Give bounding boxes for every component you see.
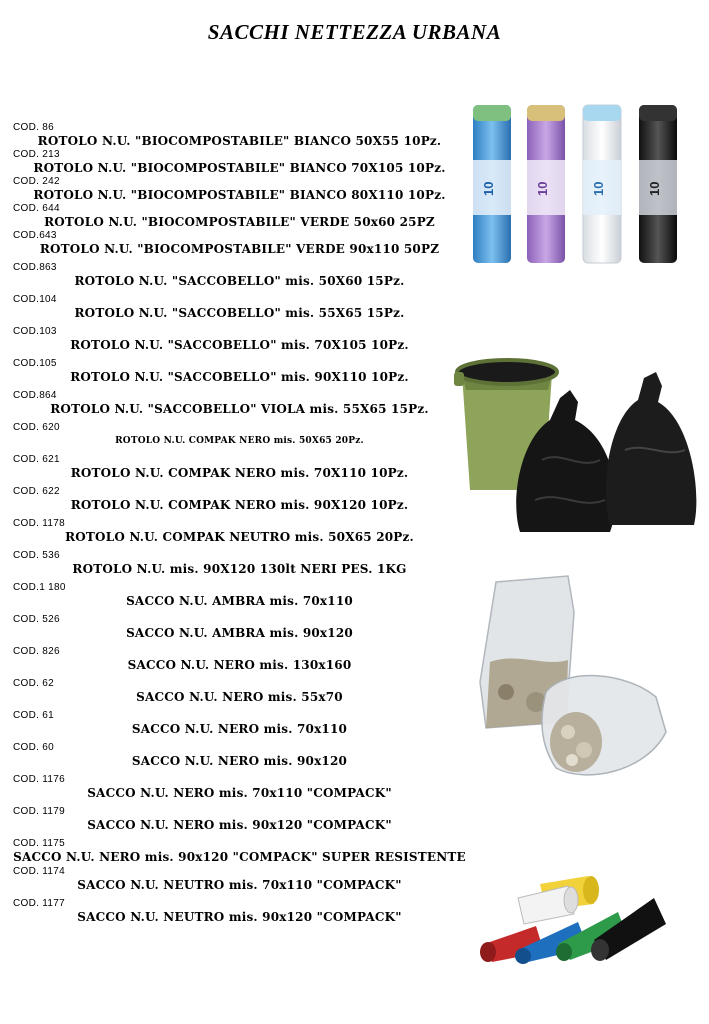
list-item	[12, 806, 467, 833]
list-item	[12, 422, 467, 449]
product-description: ROTOLO N.U. "SACCOBELLO" mis. 50X60 15Pz.	[74, 274, 405, 288]
list-item	[12, 646, 467, 673]
product-code: COD. 86	[13, 122, 55, 133]
list-item	[12, 838, 467, 866]
product-code: COD. 1174	[13, 866, 65, 877]
product-description: SACCO N.U. NERO mis. 55x70	[136, 690, 343, 704]
black-roll	[639, 105, 677, 263]
list-item	[12, 742, 467, 769]
product-code: COD. 620	[13, 422, 60, 433]
product-description: SACCO N.U. AMBRA mis. 70x110	[126, 594, 353, 608]
list-item	[12, 358, 467, 385]
roll-label: 10	[535, 181, 550, 196]
product-code: COD. 536	[13, 550, 60, 561]
product-description: ROTOLO N.U. "SACCOBELLO" mis. 70X105 10Pz.	[70, 338, 409, 352]
product-code: COD. 60	[13, 742, 55, 753]
product-list	[12, 122, 467, 925]
product-code: COD.103	[13, 326, 57, 337]
roll-label: 10	[591, 181, 606, 196]
product-code: COD. 1179	[13, 806, 65, 817]
list-item	[12, 582, 467, 609]
product-code: COD. 61	[13, 710, 55, 721]
list-item	[12, 898, 467, 925]
product-description: ROTOLO N.U. "SACCOBELLO" mis. 90X110 10Pz.	[70, 370, 409, 384]
list-item	[12, 550, 467, 577]
product-description: ROTOLO N.U. COMPAK NERO mis. 70X110 10Pz.	[70, 466, 409, 480]
product-description: SACCO N.U. NEUTRO mis. 90x120 "COMPACK"	[77, 910, 402, 924]
product-code: COD. 622	[13, 486, 60, 497]
product-code: COD. 1178	[13, 518, 65, 529]
product-code: COD. 242	[13, 176, 60, 187]
list-item	[12, 149, 467, 176]
product-code: COD. 644	[13, 203, 60, 214]
product-description: ROTOLO N.U. "SACCOBELLO" VIOLA mis. 55X65 15Pz.	[50, 402, 429, 416]
list-item	[12, 230, 467, 257]
clear-bag-front	[542, 676, 666, 775]
list-item	[12, 294, 467, 321]
product-code: COD. 826	[13, 646, 60, 657]
product-code: COD. 1176	[13, 774, 65, 785]
list-item	[12, 710, 467, 737]
product-description: ROTOLO N.U. COMPAK NERO mis. 50X65 20Pz.	[115, 436, 364, 446]
product-description: SACCO N.U. NERO mis. 130x160	[127, 658, 352, 672]
bin-and-black-bags-image	[450, 350, 704, 540]
transparent-bags-image	[476, 572, 672, 794]
product-code: COD. 213	[13, 149, 60, 160]
roll-label: 10	[647, 181, 662, 196]
list-item	[12, 262, 467, 289]
product-code: COD.864	[13, 390, 57, 401]
product-code: COD. 1175	[13, 838, 65, 849]
product-code: COD.1 180	[13, 582, 66, 593]
white-roll	[583, 105, 621, 263]
product-description: ROTOLO N.U. "SACCOBELLO" mis. 55X65 15Pz.	[74, 306, 405, 320]
roll-label: 10	[481, 181, 496, 196]
product-description: SACCO N.U. NERO mis. 90x120 "COMPACK" SUPER RESISTENTE	[13, 850, 466, 864]
list-item	[12, 203, 467, 230]
product-description: ROTOLO N.U. "BIOCOMPOSTABILE" BIANCO 70X105 10Pz.	[33, 161, 446, 175]
list-item	[12, 326, 467, 353]
product-code: COD. 526	[13, 614, 60, 625]
product-description: ROTOLO N.U. mis. 90X120 130lt NERI PES. 1KG	[72, 562, 407, 576]
colored-rolls-image	[478, 864, 670, 964]
product-description: ROTOLO N.U. "BIOCOMPOSTABILE" BIANCO 80X110 10Pz.	[33, 188, 446, 202]
product-code: COD.863	[13, 262, 57, 273]
product-code: COD.105	[13, 358, 57, 369]
list-item	[12, 486, 467, 513]
product-description: ROTOLO N.U. COMPAK NERO mis. 90X120 10Pz.	[70, 498, 409, 512]
list-item	[12, 774, 467, 801]
product-description: SACCO N.U. NERO mis. 90x120 "COMPACK"	[87, 818, 392, 832]
blue-roll	[473, 105, 511, 263]
product-code: COD.643	[13, 230, 57, 241]
bag-rolls-image	[468, 100, 684, 268]
product-description: SACCO N.U. NERO mis. 70x110	[131, 722, 348, 736]
product-description: ROTOLO N.U. COMPAK NEUTRO mis. 50X65 20Pz.	[65, 530, 414, 544]
list-item	[12, 390, 467, 417]
list-item	[12, 176, 467, 203]
page-title: SACCHI NETTEZZA URBANA	[207, 20, 502, 44]
product-description: SACCO N.U. NERO mis. 90x120	[131, 754, 348, 768]
product-code: COD. 1177	[13, 898, 65, 909]
list-item	[12, 454, 467, 481]
product-code: COD. 621	[13, 454, 60, 465]
list-item	[12, 122, 467, 149]
list-item	[12, 866, 467, 893]
product-description: SACCO N.U. NERO mis. 70x110 "COMPACK"	[87, 786, 392, 800]
product-description: ROTOLO N.U. "BIOCOMPOSTABILE" BIANCO 50X55 10Pz.	[37, 134, 442, 148]
black-bag-right	[606, 372, 696, 525]
list-item	[12, 518, 467, 545]
product-description: ROTOLO N.U. "BIOCOMPOSTABILE" VERDE 90x110 50PZ	[39, 242, 440, 256]
product-code: COD. 62	[13, 678, 55, 689]
product-description: SACCO N.U. NEUTRO mis. 70x110 "COMPACK"	[77, 878, 402, 892]
purple-roll	[527, 105, 565, 263]
product-description: SACCO N.U. AMBRA mis. 90x120	[126, 626, 353, 640]
white-roll-small	[518, 886, 578, 924]
list-item	[12, 678, 467, 705]
list-item	[12, 614, 467, 641]
product-code: COD.104	[13, 294, 57, 305]
product-description: ROTOLO N.U. "BIOCOMPOSTABILE" VERDE 50x60 25PZ	[44, 215, 435, 229]
